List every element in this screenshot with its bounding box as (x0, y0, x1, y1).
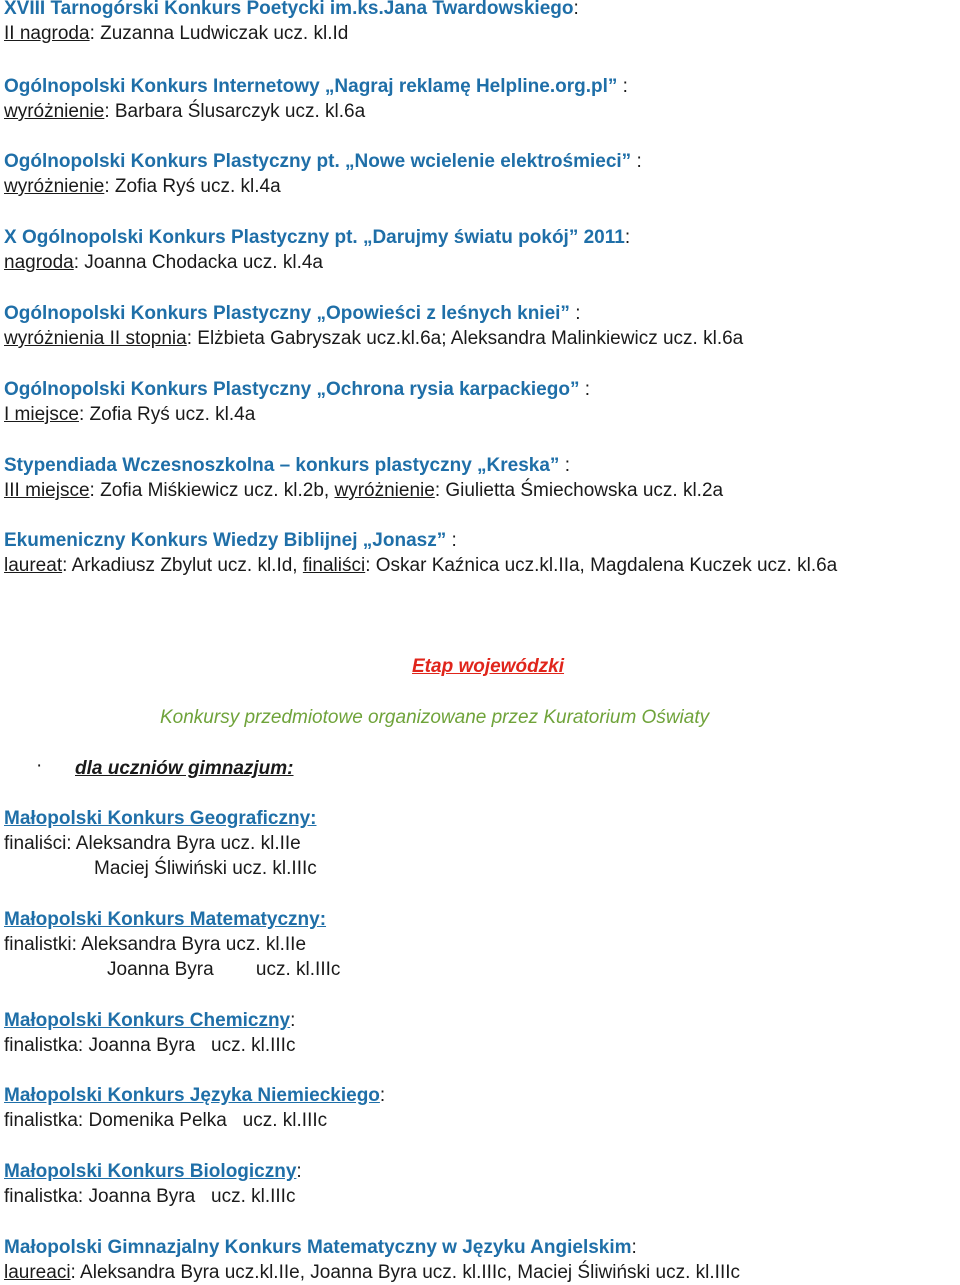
result-line: finalistka: Joanna Byra ucz. kl.IIIc (4, 1186, 296, 1207)
award-label: nagroda (4, 252, 74, 273)
title-colon: : (624, 227, 631, 248)
contest-entry (4, 1008, 295, 1058)
award-label: finaliści (302, 555, 366, 576)
contest-entry (4, 528, 837, 578)
award-text: : Giulietta Śmiechowska ucz. kl.2a (434, 480, 724, 501)
award-text: : Zuzanna Ludwiczak ucz. kl.Id (89, 23, 349, 44)
title-colon: : (631, 1237, 637, 1258)
contest-title: Ogólnopolski Konkurs Plastyczny „Ochrona rysia karpackiego” (4, 379, 580, 400)
contest-title: Małopolski Konkurs Geograficzny: (4, 808, 317, 829)
contest-entry (4, 806, 317, 881)
contest-title: X Ogólnopolski Konkurs Plastyczny pt. „Darujmy światu pokój” 2011 (4, 227, 625, 248)
group-heading: dla uczniów gimnazjum: (75, 758, 294, 779)
contest-entry (4, 907, 340, 982)
award-label: wyróżnienie (4, 176, 105, 197)
contest-entry (4, 1159, 302, 1209)
title-colon: : (379, 1085, 386, 1106)
contest-entry (4, 1235, 740, 1285)
result-line: finalistka: Joanna Byra ucz. kl.IIIc (4, 1035, 296, 1056)
title-colon: : (617, 76, 628, 97)
contest-entry (4, 0, 579, 46)
contest-title: Małopolski Konkurs Chemiczny (4, 1010, 291, 1031)
award-label: laureaci (4, 1262, 71, 1283)
contest-title: Ogólnopolski Konkurs Internetowy „Nagraj reklamę Helpline.org.pl” (4, 76, 618, 97)
title-colon: : (290, 1010, 296, 1031)
award-label: I miejsce (4, 404, 79, 425)
title-colon: : (569, 303, 581, 324)
award-text: : Joanna Chodacka ucz. kl.4a (73, 252, 323, 273)
award-label: II nagroda (4, 23, 90, 44)
award-label: wyróżnienia II stopnia (4, 328, 187, 349)
award-text: : Zofia Ryś ucz. kl.4a (104, 176, 281, 197)
award-label: laureat (4, 555, 63, 576)
title-colon: : (296, 1161, 302, 1182)
award-text: : Oskar Kaźnica ucz.kl.IIa, Magdalena Kuczek ucz. kl.6a (365, 555, 838, 576)
contest-entry (4, 149, 642, 199)
title-colon: : (446, 530, 457, 551)
award-text: : Zofia Miśkiewicz ucz. kl.2b, (89, 480, 335, 501)
contest-title: Ogólnopolski Konkurs Plastyczny „Opowieści z leśnych kniei” (4, 303, 570, 324)
title-colon: : (559, 455, 570, 476)
stage-subtitle: Konkursy przedmiotowe organizowane przez Kuratorium Oświaty (160, 707, 710, 728)
contest-title: Małopolski Konkurs Matematyczny: (4, 909, 327, 930)
contest-title: Ekumeniczny Konkurs Wiedzy Biblijnej „Jonasz” (4, 530, 447, 551)
contest-title: Stypendiada Wczesnoszkolna – konkurs plastyczny „Kreska” (4, 455, 560, 476)
title-colon: : (573, 0, 579, 19)
bullet: · (36, 755, 43, 776)
award-label: wyróżnienie (334, 480, 435, 501)
contest-entry (4, 301, 743, 351)
contest-title: Małopolski Konkurs Języka Niemieckiego (4, 1085, 380, 1106)
contest-entry (4, 1083, 385, 1133)
result-line: finalistka: Domenika Pelka ucz. kl.IIIc (4, 1110, 328, 1131)
award-text: : Arkadiusz Zbylut ucz. kl.Id, (62, 555, 303, 576)
result-line: finaliści: Aleksandra Byra ucz. kl.IIe (4, 833, 301, 854)
title-colon: : (579, 379, 591, 400)
contest-entry (4, 74, 628, 124)
title-colon: : (631, 151, 642, 172)
result-line: finalistki: Aleksandra Byra ucz. kl.IIe (4, 934, 307, 955)
stage-title: Etap wojewódzki (412, 656, 565, 677)
contest-title: Małopolski Gimnazjalny Konkurs Matematyczny w Języku Angielskim (4, 1237, 632, 1258)
award-label: III miejsce (4, 480, 90, 501)
contest-entry (4, 453, 723, 503)
award-text: : Zofia Ryś ucz. kl.4a (78, 404, 256, 425)
contest-entry (4, 377, 590, 427)
award-text: : Elżbieta Gabryszak ucz.kl.6a; Aleksandra Malinkiewicz ucz. kl.6a (186, 328, 744, 349)
result-line: Joanna Byra ucz. kl.IIIc (107, 959, 341, 980)
result-line: Maciej Śliwiński ucz. kl.IIIc (94, 858, 317, 879)
contest-title: Ogólnopolski Konkurs Plastyczny pt. „Nowe wcielenie elektrośmieci” (4, 151, 632, 172)
contest-title: Małopolski Konkurs Biologiczny (4, 1161, 297, 1182)
contest-title: XVIII Tarnogórski Konkurs Poetycki im.ks.Jana Twardowskiego (4, 0, 574, 19)
award-text: : Barbara Ślusarczyk ucz. kl.6a (104, 101, 366, 122)
award-text: : Aleksandra Byra ucz.kl.IIe, Joanna Byra ucz. kl.IIIc, Maciej Śliwiński ucz. kl.IIIc (70, 1262, 741, 1283)
contest-entry (4, 225, 630, 275)
award-label: wyróżnienie (4, 101, 105, 122)
